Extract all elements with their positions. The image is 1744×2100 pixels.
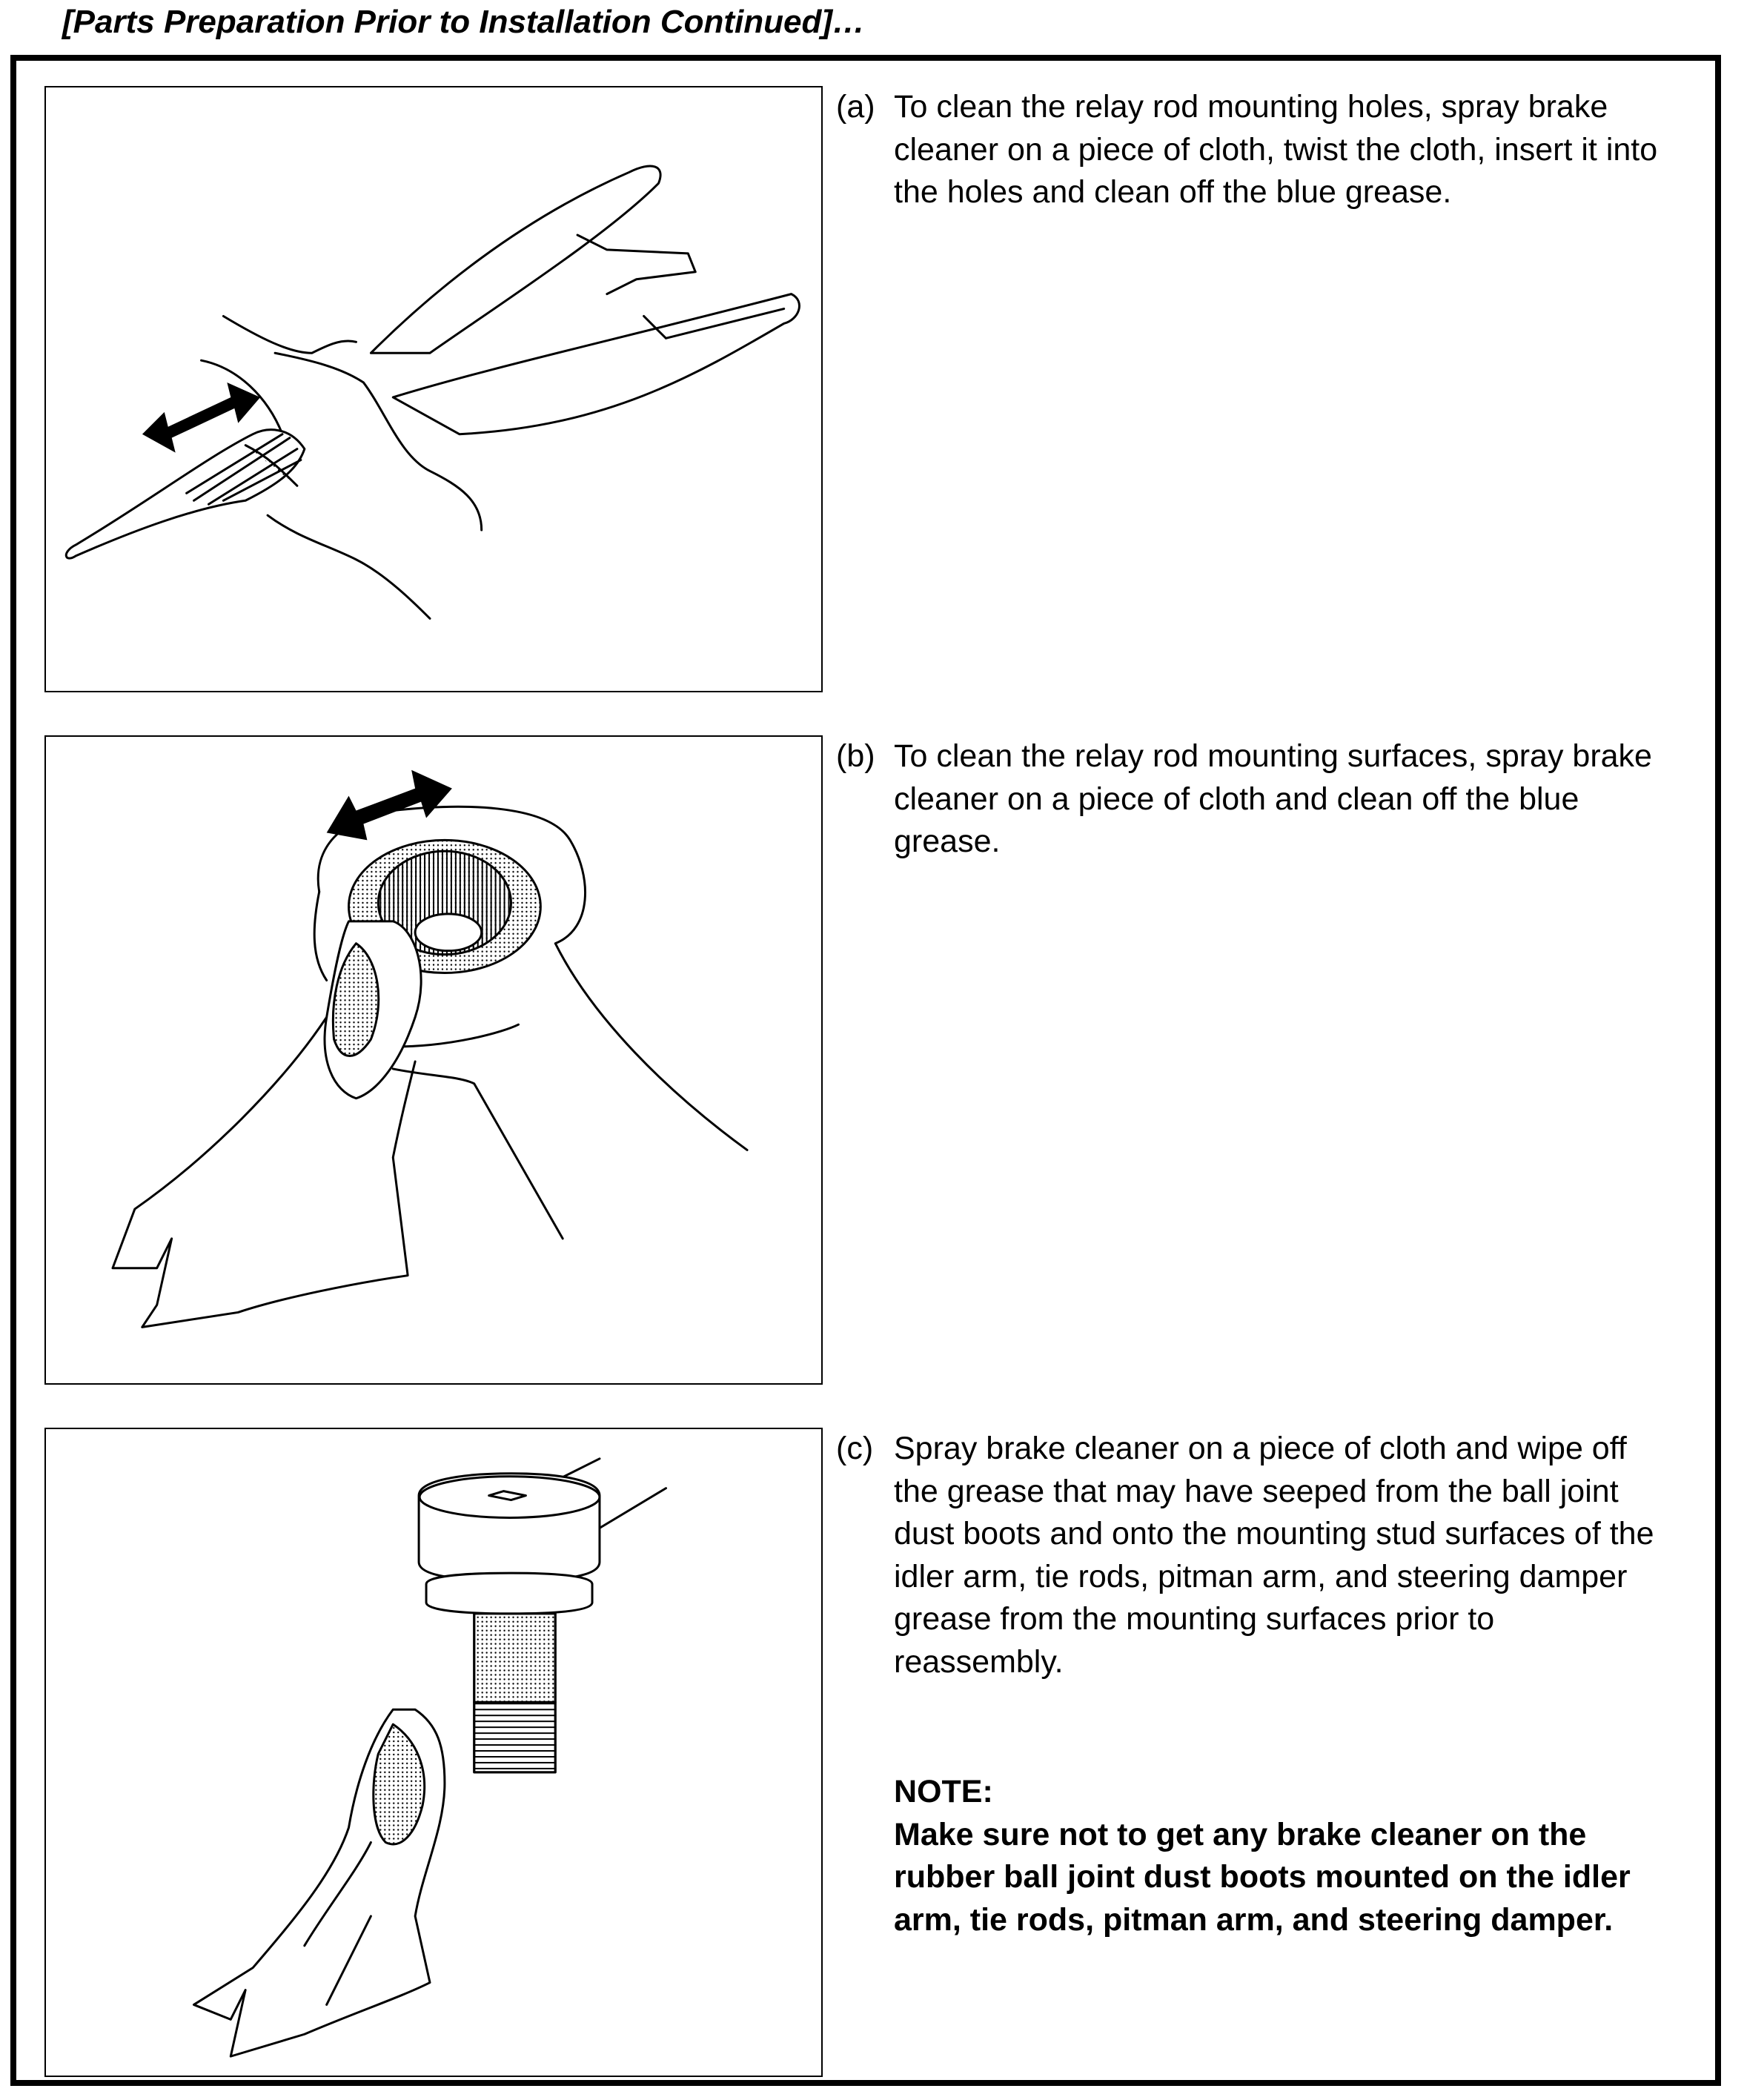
step-text: Spray brake cleaner on a piece of cloth and wipe off the grease that may have seeped from the ball joint dust boots and onto the mounting stud surfaces of the idler arm, tie rods, pitman arm, and steering damper grease from the mounting surfaces prior to reassembly. xyxy=(894,1431,1654,1680)
figure-b-cleaning-surfaces xyxy=(44,735,823,1385)
figure-a-cleaning-holes xyxy=(44,86,823,692)
step-label: (b) xyxy=(836,738,875,774)
figure-b-illustration xyxy=(46,737,821,1383)
note-text: Make sure not to get any brake cleaner on the rubber ball joint dust boots mounted on the idler arm, tie rods, pitman arm, and steering damper. xyxy=(894,1816,1631,1938)
double-arrow-icon xyxy=(327,770,452,841)
figure-c-illustration xyxy=(46,1429,821,2076)
note-title: NOTE: xyxy=(894,1774,993,1809)
note-block xyxy=(894,1771,1665,1941)
figure-a-illustration xyxy=(46,87,821,691)
step-text: To clean the relay rod mounting holes, spray brake cleaner on a piece of cloth, twist the cloth, insert it into the holes and clean off the blue grease. xyxy=(894,89,1658,210)
step-text: To clean the relay rod mounting surfaces, spray brake cleaner on a piece of cloth and clean off the blue grease. xyxy=(894,738,1652,859)
figure-c-wiping-stud xyxy=(44,1428,823,2077)
page-heading: [Parts Preparation Prior to Installation Continued]… xyxy=(62,4,865,40)
step-label: (c) xyxy=(836,1431,874,1466)
step-label: (a) xyxy=(836,89,875,125)
